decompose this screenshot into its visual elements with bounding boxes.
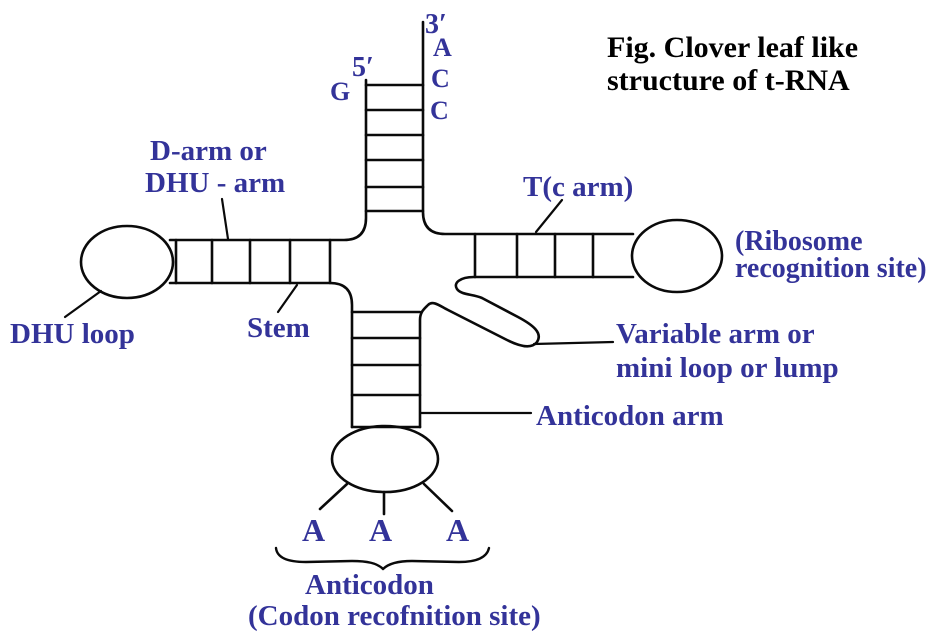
acceptor-base-c1: C [431,64,450,93]
d-arm-label-line1: D-arm or [150,135,267,167]
codon-recognition-site-label: (Codon recofnition site) [248,600,541,632]
anticodon-arm-label: Anticodon arm [536,400,724,432]
stem-label: Stem [247,312,310,344]
d-arm-label-line2: DHU - arm [145,167,286,199]
figure-title [607,31,858,97]
acceptor-base-c2: C [430,96,449,125]
variable-arm-leader-line [534,342,613,344]
five-prime-label: 5′ [352,52,374,83]
anticodon-loop [332,426,438,492]
anticodon-base-2: A [369,512,393,548]
ribosome-site-label-line2: recognition site) [735,253,927,284]
ribosome-site-label-line1: (Ribosome [735,226,863,257]
anticodon-base-1: A [302,512,326,548]
anticodon-label: Anticodon [305,569,434,601]
d-arm-leader-line [222,199,228,239]
anticodon-brace [276,548,489,569]
acceptor-stem-rungs [366,85,423,211]
leader-lines [65,199,613,413]
t-arm-leader-line [536,200,562,232]
three-prime-label: 3′ [425,9,447,40]
t-loop [632,220,722,292]
dhu-loop [81,226,173,298]
figure-title-line2: structure of t-RNA [607,64,850,97]
variable-arm-label-line2: mini loop or lump [616,352,839,384]
dhu-loop-label: DHU loop [10,318,135,350]
anticodon-base-3: A [446,512,470,548]
acceptor-base-a: A [433,33,452,62]
anticodon-stem-rungs [352,312,420,427]
t-arm-label: T(c arm) [523,171,634,203]
variable-arm-label-line1: Variable arm or [616,318,815,350]
dhu-loop-leader-line [65,291,101,317]
g-base-label: G [330,77,351,106]
stem-leader-line [278,285,297,312]
figure-title-line1: Fig. Clover leaf like [607,31,859,64]
anticodon-base-lines [320,484,452,514]
t-arm-rungs [475,234,593,277]
d-arm-bottom-rail-and-anticodon-left-rail [170,283,352,427]
d-arm-rungs [176,240,330,283]
